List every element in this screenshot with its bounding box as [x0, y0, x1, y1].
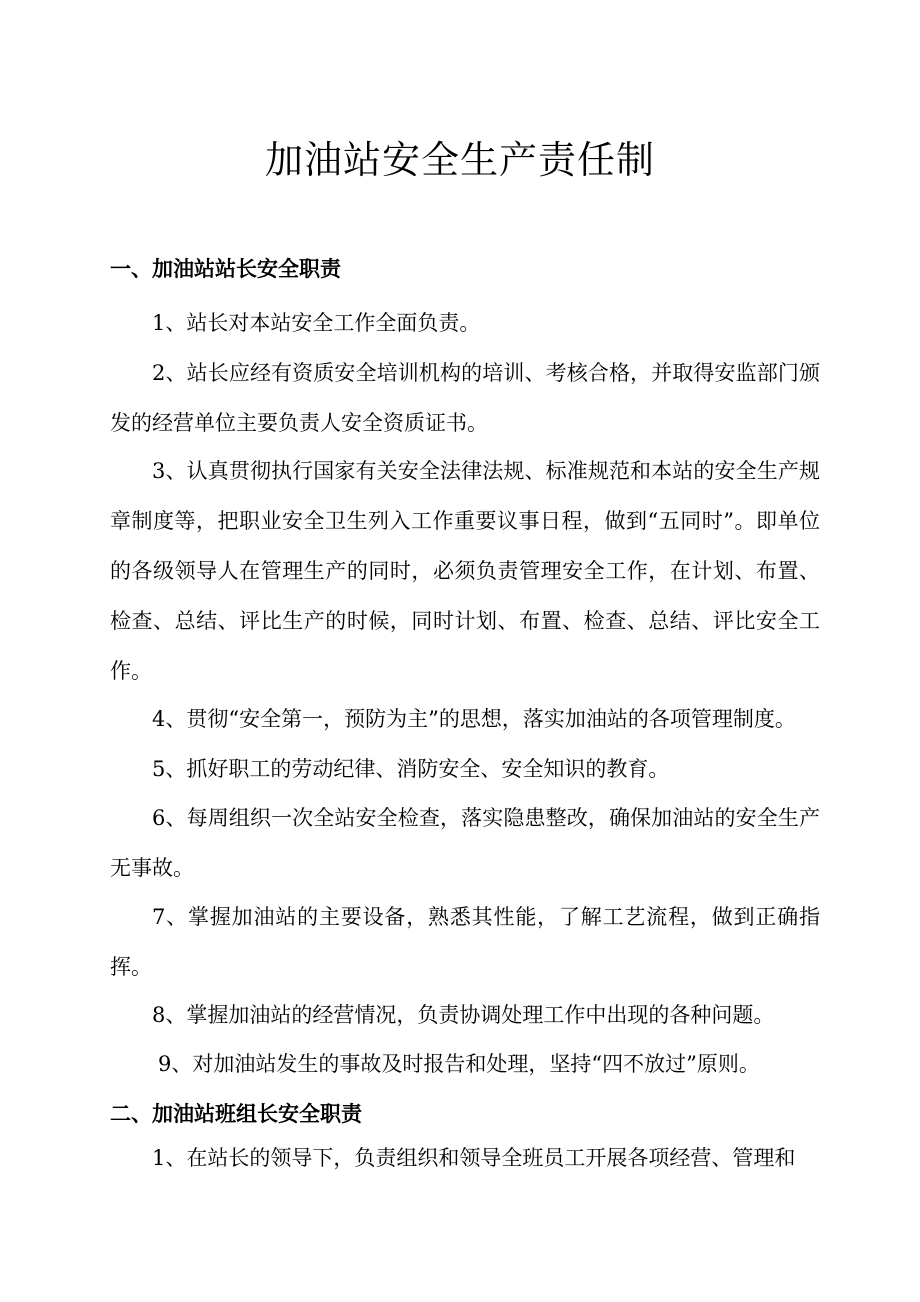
paragraph-1-6: 6、每周组织一次全站安全检查，落实隐患整改，确保加油站的安全生产无事故。 — [110, 806, 820, 880]
paragraph-1-5: 5、抓好职工的劳动纪律、消防安全、安全知识的教育。 — [152, 757, 670, 781]
paragraph-1-9: 9、对加油站发生的事故及时报告和处理，坚持“四不放过”原则。 — [158, 1052, 760, 1076]
paragraph-1-2: 2、站长应经有资质安全培训机构的培训、考核合格，并取得安监部门颁发的经营单位主要负责人安全资质证书。 — [110, 361, 820, 435]
paragraph-1-7: 7、掌握加油站的主要设备，熟悉其性能，了解工艺流程，做到正确指挥。 — [110, 905, 820, 979]
paragraph-1-8: 8、掌握加油站的经营情况，负责协调处理工作中出现的各种问题。 — [152, 1003, 775, 1027]
document-title: 加油站安全生产责任制 — [264, 138, 655, 182]
paragraph-1-4: 4、贯彻“安全第一，预防为主”的思想，落实加油站的各项管理制度。 — [152, 707, 796, 731]
section-heading-2: 二、加油站班组长安全职责 — [110, 1102, 362, 1126]
section-heading-1: 一、加油站站长安全职责 — [110, 257, 341, 281]
paragraph-1-1: 1、站长对本站安全工作全面负责。 — [152, 311, 481, 335]
paragraph-2-1: 1、在站长的领导下，负责组织和领导全班员工开展各项经营、管理和 — [152, 1146, 796, 1170]
paragraph-1-3: 3、认真贯彻执行国家有关安全法律法规、标准规范和本站的安全生产规章制度等，把职业安全卫生列入工作重要议事日程，做到“五同时”。即单位的各级领导人在管理生产的同时，必须负责管理安全工作，在计划、布置、检查、总结、评比生产的时候，同时计划、布置、检查、总结、评比安全工作。 — [110, 459, 820, 683]
